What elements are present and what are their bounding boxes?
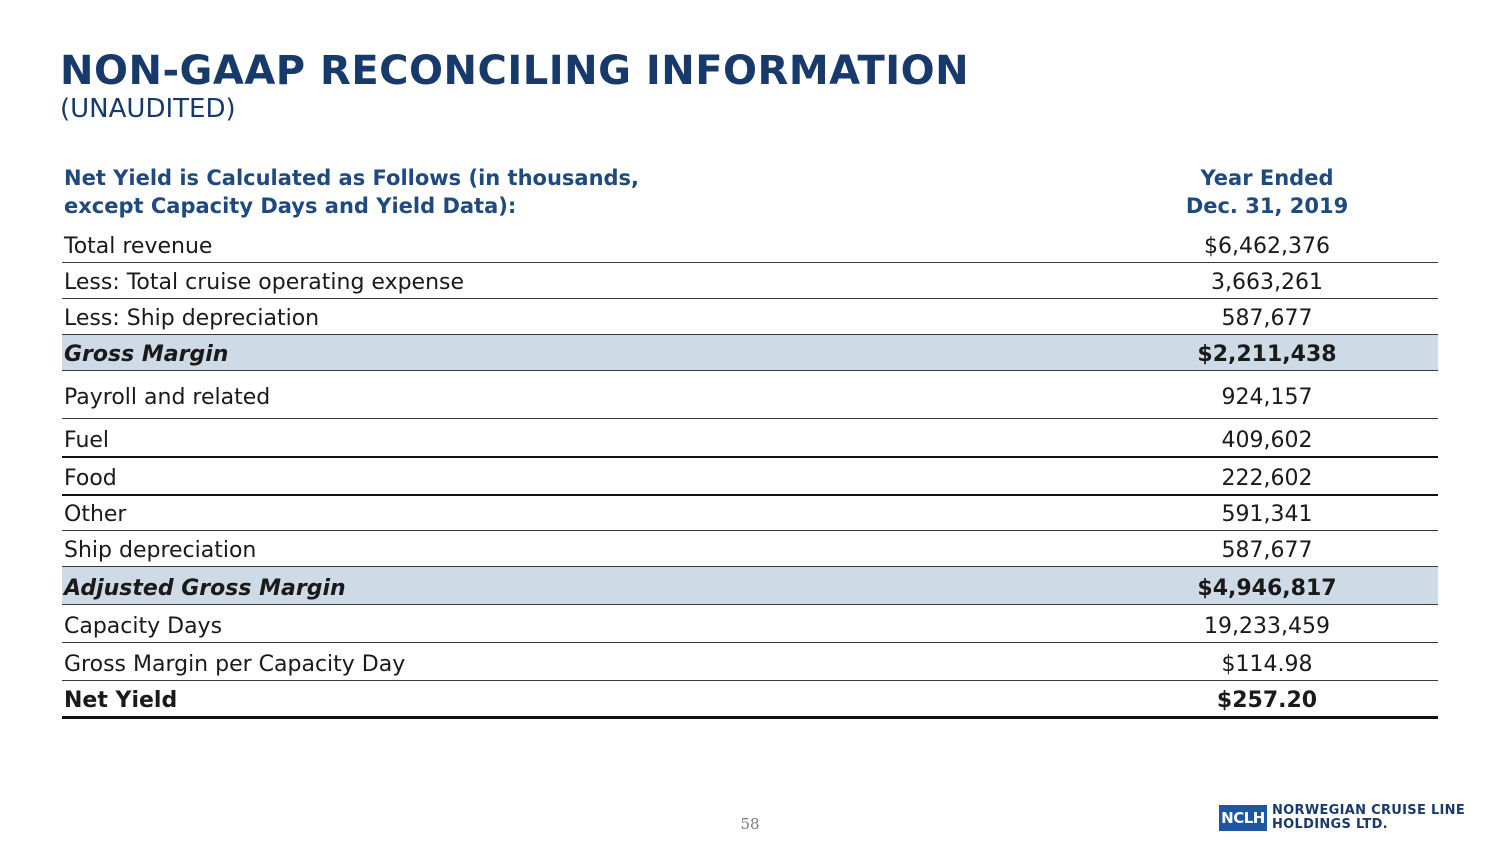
row-value: 587,677 xyxy=(1221,306,1313,331)
table-row-gross-margin xyxy=(62,335,1438,371)
description-line-2: except Capacity Days and Yield Data): xyxy=(64,194,517,218)
table-row-cruise-operating-expense xyxy=(62,263,1438,299)
row-label: Other xyxy=(64,502,127,527)
logo-line-1: NORWEGIAN CRUISE LINE xyxy=(1272,803,1466,818)
row-value: 3,663,261 xyxy=(1211,270,1323,295)
table-row-gross-margin-per-capacity-day xyxy=(62,643,1438,681)
column-header-line-2: Dec. 31, 2019 xyxy=(1185,194,1349,218)
row-value: $6,462,376 xyxy=(1204,234,1330,259)
row-value: $2,211,438 xyxy=(1197,342,1337,367)
company-logo xyxy=(1219,804,1465,832)
page-subtitle: (UNAUDITED) xyxy=(60,94,236,124)
table-row-other xyxy=(62,496,1438,531)
description-line-1: Net Yield is Calculated as Follows (in thousands, xyxy=(64,166,640,190)
table-row-net-yield xyxy=(62,681,1438,719)
row-label: Net Yield xyxy=(64,688,178,713)
table-row-food xyxy=(62,458,1438,496)
column-header-year xyxy=(1157,164,1377,220)
row-label: Food xyxy=(64,466,117,491)
table-description xyxy=(64,164,639,220)
row-value: $257.20 xyxy=(1216,688,1318,713)
table-row-payroll xyxy=(62,371,1438,419)
row-value: $114.98 xyxy=(1221,652,1313,677)
table-header xyxy=(62,162,1438,228)
column-header-line-1: Year Ended xyxy=(1200,166,1334,190)
row-label: Total revenue xyxy=(64,234,213,259)
table-row-total-revenue xyxy=(62,228,1438,263)
row-label: Adjusted Gross Margin xyxy=(64,576,346,601)
row-value: 587,677 xyxy=(1221,538,1313,563)
logo-wordmark xyxy=(1272,804,1465,832)
table-row-fuel xyxy=(62,419,1438,458)
row-label: Gross Margin xyxy=(64,342,229,367)
net-yield-table xyxy=(62,162,1438,713)
page-title: NON-GAAP RECONCILING INFORMATION xyxy=(60,48,970,94)
logo-line-2: HOLDINGS LTD. xyxy=(1272,817,1388,832)
row-label: Less: Total cruise operating expense xyxy=(64,270,465,295)
row-label: Gross Margin per Capacity Day xyxy=(64,652,406,677)
row-label: Payroll and related xyxy=(64,385,271,410)
page-number: 58 xyxy=(740,815,760,833)
logo-mark: NCLH xyxy=(1219,805,1267,831)
row-value: 924,157 xyxy=(1221,385,1313,410)
row-value: 222,602 xyxy=(1221,466,1313,491)
row-value: 591,341 xyxy=(1221,502,1313,527)
row-label: Less: Ship depreciation xyxy=(64,306,320,331)
row-label: Capacity Days xyxy=(64,614,223,639)
row-value: 19,233,459 xyxy=(1204,614,1330,639)
row-value: $4,946,817 xyxy=(1197,576,1337,601)
row-label: Fuel xyxy=(64,428,110,453)
table-row-adjusted-gross-margin xyxy=(62,567,1438,605)
table-row-ship-depreciation xyxy=(62,531,1438,567)
row-label: Ship depreciation xyxy=(64,538,257,563)
table-row-less-ship-depreciation xyxy=(62,299,1438,335)
row-value: 409,602 xyxy=(1221,428,1313,453)
table-row-capacity-days xyxy=(62,605,1438,643)
